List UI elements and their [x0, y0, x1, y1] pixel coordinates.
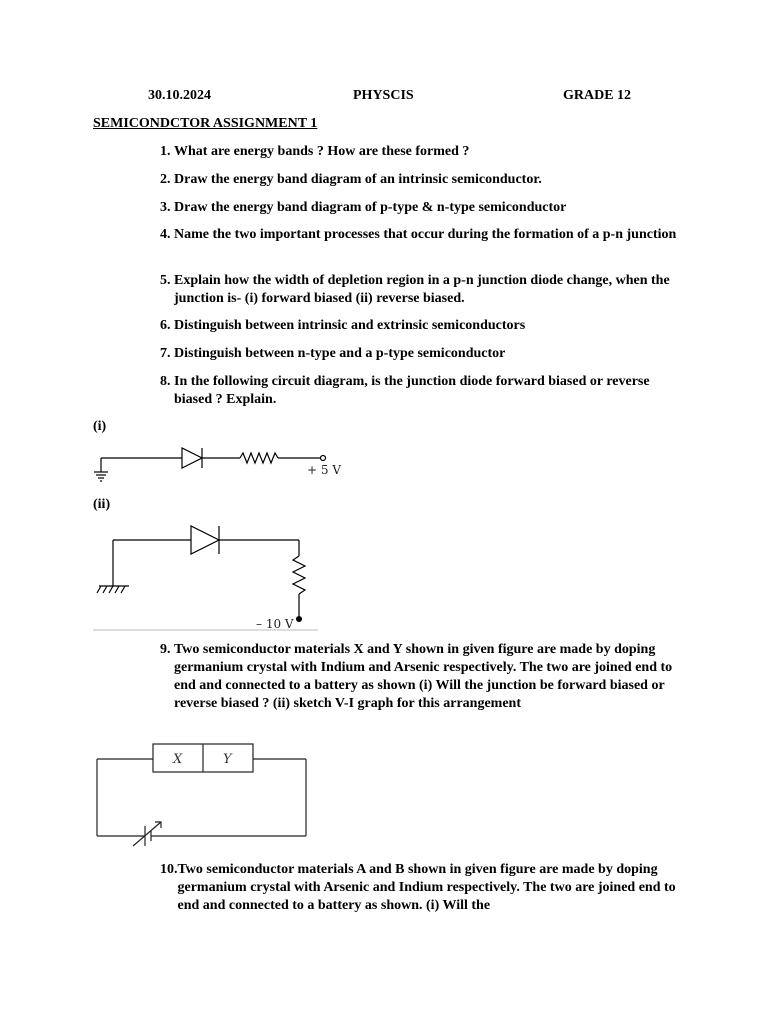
- question-number: 5.: [160, 273, 171, 288]
- question-4: [160, 226, 680, 244]
- question-text: Draw the energy band diagram of an intrinsic semiconductor.: [174, 172, 542, 187]
- question-text: Name the two important processes that occur during the formation of a p-n junction: [174, 227, 677, 242]
- question-2: [160, 171, 680, 189]
- question-text: Two semiconductor materials X and Y shown in given figure are made by doping germanium crystal with Indium and Arsenic respectively. The two are joined end to end and connected to a battery as shown (i) Will the junction be forward biased or reverse biased ? (ii) sketch V-I graph for this arrangement: [174, 642, 673, 711]
- question-number: 1.: [160, 144, 171, 159]
- xy-junction-circuit: [93, 742, 313, 850]
- header-date: 30.10.2024: [148, 88, 211, 103]
- question-number: 4.: [160, 227, 171, 242]
- question-text: Distinguish between n-type and a p-type semiconductor: [174, 346, 506, 361]
- question-text: Two semiconductor materials A and B shown in given figure are made by doping germanium crystal with Arsenic and Indium respectively. The two are joined end to end and connected to a battery as shown. (i) Will the: [177, 862, 676, 913]
- question-text: What are energy bands ? How are these formed ?: [174, 144, 470, 159]
- box-y-label: Y: [223, 752, 232, 767]
- question-number: 2.: [160, 172, 171, 187]
- voltage-label-2: – 10 V: [256, 617, 294, 631]
- box-x-label: X: [173, 752, 183, 767]
- question-text: In the following circuit diagram, is the junction diode forward biased or reverse biased ? Explain.: [174, 374, 650, 407]
- question-number: 6.: [160, 318, 171, 333]
- question-number: 8.: [160, 374, 171, 389]
- question-3: [160, 199, 680, 217]
- figure-2-label: (ii): [93, 497, 111, 512]
- voltage-label-1: + 5 V: [307, 463, 341, 477]
- header-grade: GRADE 12: [563, 88, 632, 103]
- diode-circuit-1: [90, 440, 360, 490]
- figure-1-label: (i): [93, 419, 107, 434]
- question-number: 9.: [160, 642, 171, 657]
- question-number: 3.: [160, 200, 171, 215]
- assignment-title: SEMICONDCTOR ASSIGNMENT 1: [93, 116, 318, 131]
- question-text: Explain how the width of depletion region in a p-n junction diode change, when the junction is- (i) forward biased (ii) reverse biased.: [174, 273, 670, 306]
- question-5: [160, 272, 680, 308]
- question-number: 7.: [160, 346, 171, 361]
- question-9: [160, 641, 680, 713]
- question-number: 10.: [160, 862, 178, 877]
- question-6: [160, 317, 680, 335]
- header-subject: PHYSCIS: [353, 88, 414, 103]
- question-10: [160, 861, 680, 915]
- question-7: [160, 345, 680, 363]
- question-8: [160, 373, 680, 409]
- question-text: Draw the energy band diagram of p-type & n-type semiconductor: [174, 200, 567, 215]
- question-text: Distinguish between intrinsic and extrinsic semiconductors: [174, 318, 526, 333]
- diode-circuit-2: [93, 520, 318, 632]
- question-1: [160, 143, 680, 161]
